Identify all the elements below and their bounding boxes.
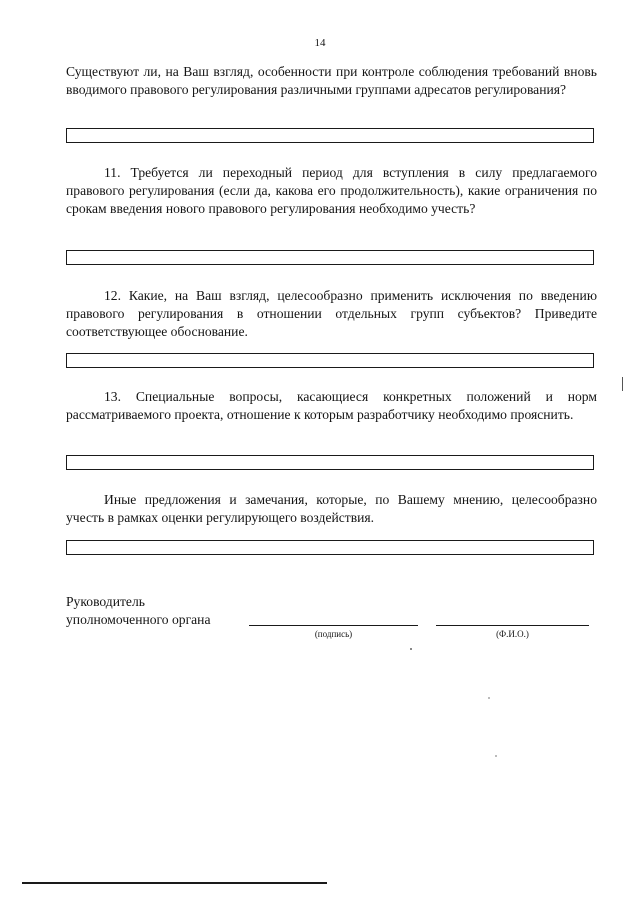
full-name-line[interactable]: [436, 625, 589, 626]
signature-line[interactable]: [249, 625, 418, 626]
signatory-label: [66, 593, 211, 629]
scan-speck: [495, 755, 497, 757]
signature-caption: (подпись): [314, 629, 353, 639]
page-number: 14: [314, 37, 326, 49]
answer-field-11[interactable]: [66, 250, 594, 265]
question-control-features: Существуют ли, на Ваш взгляд, особенности при контроле соблюдения требований вновь вводимого правового регулирования различными группами адресатов регулирования?: [66, 64, 597, 97]
signatory-role-line1: Руководитель: [66, 594, 145, 609]
footer-rule: [22, 882, 327, 884]
signatory-role-line2: уполномоченного органа: [66, 612, 211, 627]
question-11-transition-period: 11. Требуется ли переходный период для вступления в силу предлагаемого правового регулирования (если да, какова его продолжительность), какие ограничения по срокам введения нового правового регулирования необходимо учесть?: [66, 165, 597, 216]
question-12-exceptions: 12. Какие, на Ваш взгляд, целесообразно применить исключения по введению правового регулирования в отношении отдельных групп субъектов? Приведите соответствующее обоснование.: [66, 288, 597, 339]
question-13-special-questions: 13. Специальные вопросы, касающиеся конкретных положений и норм рассматриваемого проекта, отношение к которым разработчику необходимо прояснить.: [66, 389, 597, 422]
scan-speck: [488, 697, 490, 699]
answer-field-control-features[interactable]: [66, 128, 594, 143]
scan-margin-mark: [622, 377, 623, 391]
scan-speck: [410, 648, 412, 650]
full-name-caption: (Ф.И.О.): [496, 629, 529, 639]
question-other-proposals: Иные предложения и замечания, которые, по Вашему мнению, целесообразно учесть в рамках оценки регулирующего воздействия.: [66, 492, 597, 525]
answer-field-13[interactable]: [66, 455, 594, 470]
answer-field-12[interactable]: [66, 353, 594, 368]
answer-field-other[interactable]: [66, 540, 594, 555]
